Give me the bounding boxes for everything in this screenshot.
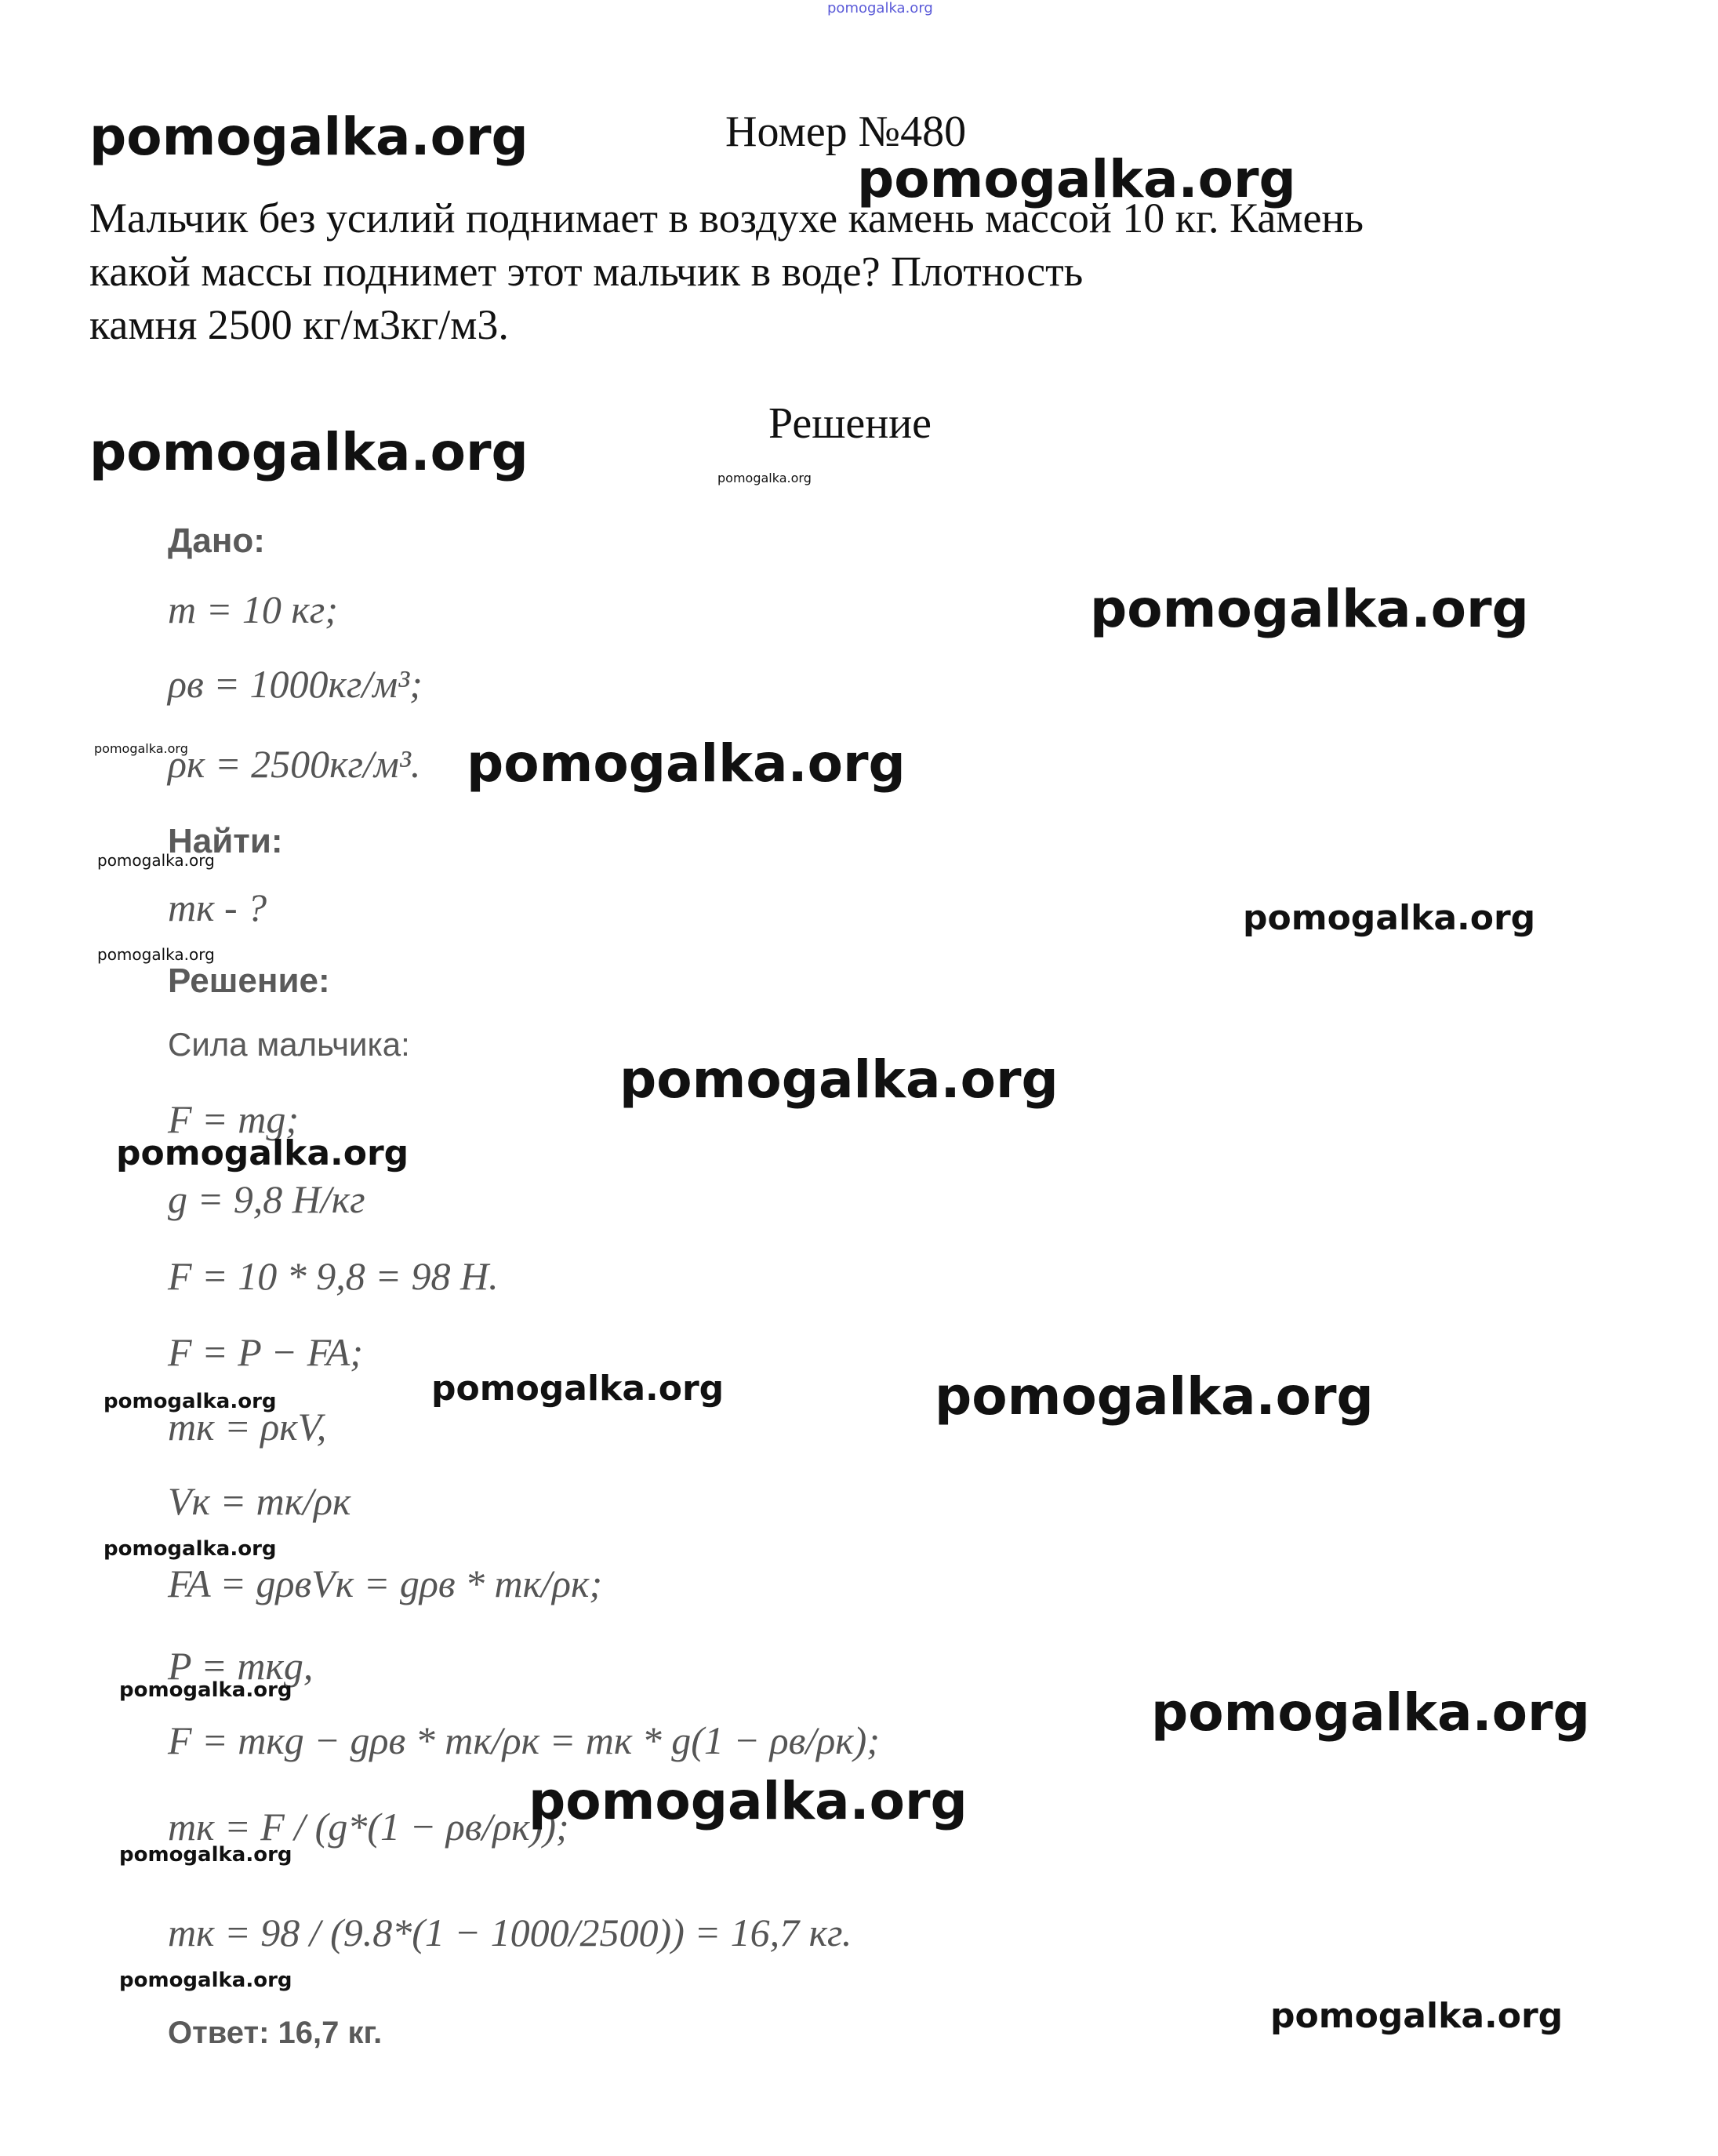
given-stone-density: ρк = 2500кг/м³. (168, 742, 421, 786)
formula-volume: Vк = mк/ρк (168, 1479, 351, 1523)
solution-heading: Решение (768, 399, 932, 448)
watermark: pomogalka.org (467, 733, 906, 794)
solution-label: Решение: (168, 962, 330, 1000)
formula-archimedes-force: FA = gρвVк = gρв * mк/ρк; (168, 1562, 602, 1605)
boy-force-label: Сила мальчика: (168, 1026, 410, 1063)
watermark: pomogalka.org (104, 1390, 277, 1413)
find-stone-mass: mк - ? (168, 885, 267, 929)
given-water-density: ρв = 1000кг/м³; (168, 662, 423, 706)
watermark: pomogalka.org (89, 422, 528, 482)
watermark: pomogalka.org (97, 945, 215, 964)
problem-line: какой массы поднимет этот мальчик в воде? Плотность (89, 248, 1084, 295)
watermark: pomogalka.org (935, 1366, 1374, 1427)
watermark: pomogalka.org (94, 741, 188, 756)
formula-mass-density: mк = ρкV, (168, 1405, 327, 1449)
watermark: pomogalka.org (857, 149, 1296, 209)
answer: Ответ: 16,7 кг. (168, 2016, 383, 2050)
g-value: g = 9,8 Н/кг (168, 1177, 365, 1221)
watermark: pomogalka.org (119, 1678, 292, 1702)
watermark: pomogalka.org (1243, 898, 1536, 938)
find-label: Найти: (168, 822, 283, 860)
watermark: pomogalka.org (89, 107, 528, 167)
watermark-top: pomogalka.org (827, 0, 933, 16)
watermark: pomogalka.org (116, 1133, 409, 1173)
formula-stone-mass: mк = F / (g*(1 − ρв/ρк)); (168, 1805, 569, 1849)
watermark: pomogalka.org (717, 471, 812, 485)
problem-statement (89, 191, 1579, 351)
given-mass: m = 10 кг; (168, 587, 338, 631)
formula-force-full: F = mкg − gρв * mк/ρк = mк * g(1 − ρв/ρк); (168, 1718, 880, 1762)
given-label: Дано: (168, 522, 265, 560)
watermark: pomogalka.org (1270, 1996, 1564, 2036)
watermark: pomogalka.org (619, 1049, 1059, 1110)
watermark: pomogalka.org (119, 1969, 292, 1992)
formula-f-mg: F = mg; (168, 1097, 300, 1141)
watermark: pomogalka.org (1151, 1682, 1590, 1743)
problem-line: камня 2500 кг/м3кг/м3. (89, 301, 509, 348)
problem-line: Мальчик без усилий поднимает в воздухе камень массой 10 кг. Камень (89, 195, 1364, 242)
page-title: Номер №480 (725, 107, 967, 156)
stone-mass-calculation: mк = 98 / (9.8*(1 − 1000/2500)) = 16,7 кг. (168, 1911, 852, 1954)
watermark: pomogalka.org (528, 1771, 968, 1831)
watermark: pomogalka.org (97, 851, 215, 870)
formula-weight: P = mкg, (168, 1644, 314, 1688)
watermark: pomogalka.org (1090, 579, 1529, 639)
formula-f-p-fa: F = P − FA; (168, 1330, 363, 1374)
watermark: pomogalka.org (431, 1369, 725, 1409)
force-calculation: F = 10 * 9,8 = 98 Н. (168, 1254, 499, 1298)
watermark: pomogalka.org (119, 1843, 292, 1867)
watermark: pomogalka.org (104, 1537, 277, 1561)
